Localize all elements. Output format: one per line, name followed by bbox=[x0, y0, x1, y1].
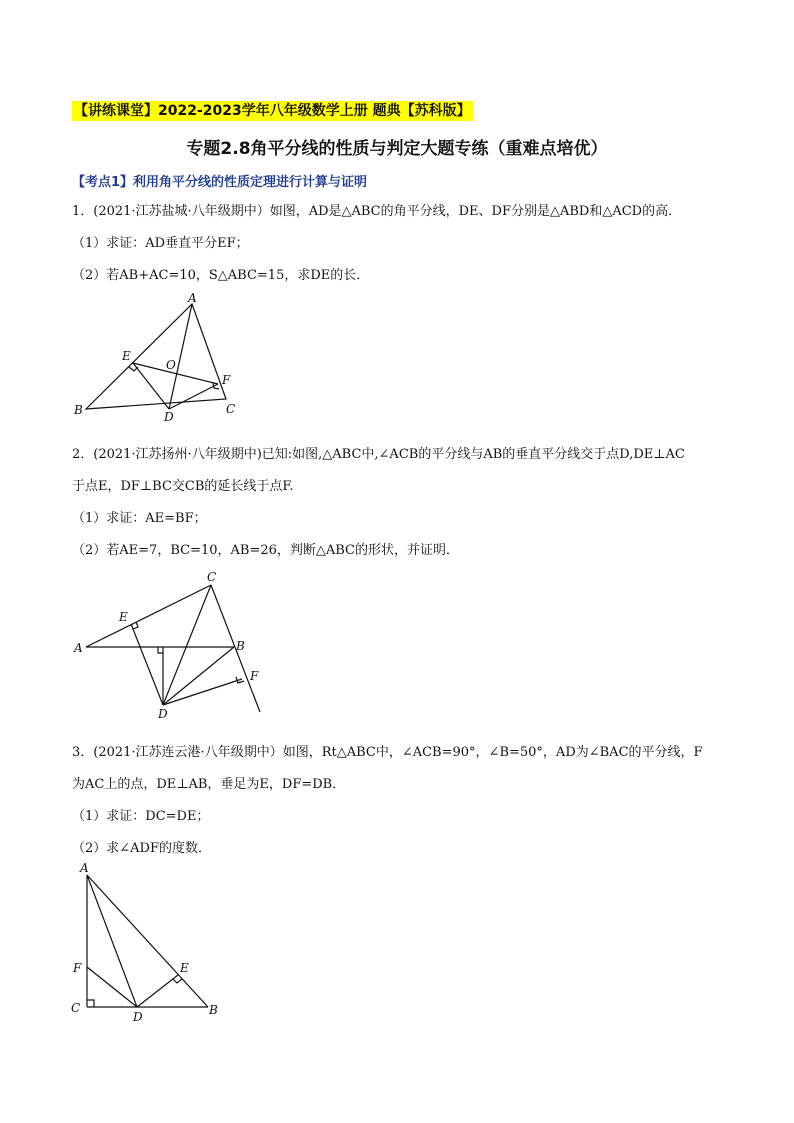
figure-1-label-d: D bbox=[164, 410, 174, 422]
figure-3-label-f: F bbox=[73, 961, 82, 975]
header-banner: 【讲练课堂】2022-2023学年八年级数学上册 题典【苏科版】 bbox=[74, 103, 471, 119]
problem-3-statement: 3．(2021·江苏连云港·八年级期中）如图，Rt△ABC中，∠ACB=90°，∠B=50°，AD为∠BAC的平分线，F bbox=[72, 745, 703, 760]
problem-2-part-2: （2）若AE=7，BC=10，AB=26，判断△ABC的形状，并证明． bbox=[72, 543, 459, 558]
figure-1-label-f: F bbox=[222, 373, 231, 387]
problem-3-part-1: （1）求证：DC=DE； bbox=[72, 809, 210, 824]
figure-1-label-b: B bbox=[74, 403, 83, 417]
problem-3-part-2: （2）求∠ADF的度数． bbox=[72, 841, 211, 856]
problem-2-statement: 2．(2021·江苏扬州·八年级期中)已知:如图,△ABC中,∠ACB的平分线与AB的垂直平分线交于点D,DE⊥AC bbox=[72, 447, 685, 462]
figure-2-label-d: D bbox=[158, 707, 168, 721]
figure-2-label-f: F bbox=[250, 669, 259, 683]
figure-3-label-c: C bbox=[71, 1001, 81, 1015]
figure-2-label-c: C bbox=[207, 570, 217, 584]
figure-1-label-e: E bbox=[122, 349, 131, 363]
figure-1-label-c: C bbox=[226, 402, 236, 416]
problem-2-part-1: （1）求证：AE=BF； bbox=[72, 511, 207, 526]
problem-3-statement-cont: 为AC上的点，DE⊥AB，垂足为E，DF=DB． bbox=[72, 777, 346, 792]
figure-3-label-e: E bbox=[180, 961, 189, 975]
problem-2-figure bbox=[66, 568, 276, 723]
figure-1-label-o: O bbox=[166, 358, 176, 372]
figure-1-label-a: A bbox=[188, 292, 197, 305]
problem-1-part-1: （1）求证：AD垂直平分EF； bbox=[72, 236, 249, 251]
problem-2-statement-cont: 于点E，DF⊥BC交CB的延长线于点F. bbox=[72, 479, 294, 494]
figure-2-label-a: A bbox=[74, 641, 83, 655]
problem-3-figure bbox=[66, 858, 236, 1028]
figure-2-label-e: E bbox=[119, 610, 128, 624]
problem-1-part-2: （2）若AB+AC=10，S△ABC=15，求DE的长． bbox=[72, 268, 370, 283]
figure-3-label-a: A bbox=[80, 861, 89, 875]
problem-1-figure bbox=[66, 292, 256, 422]
figure-3-label-d: D bbox=[133, 1010, 143, 1024]
figure-3-label-b: B bbox=[209, 1003, 218, 1017]
figure-2-label-b: B bbox=[236, 639, 245, 653]
page-title: 专题2.8角平分线的性质与判定大题专练（重难点培优） bbox=[186, 139, 608, 159]
section-heading: 【考点1】利用角平分线的性质定理进行计算与证明 bbox=[72, 175, 368, 190]
problem-1-statement: 1．(2021·江苏盐城·八年级期中）如图，AD是△ABC的角平分线，DE、DF分别是△ABD和△ACD的高． bbox=[72, 204, 682, 219]
